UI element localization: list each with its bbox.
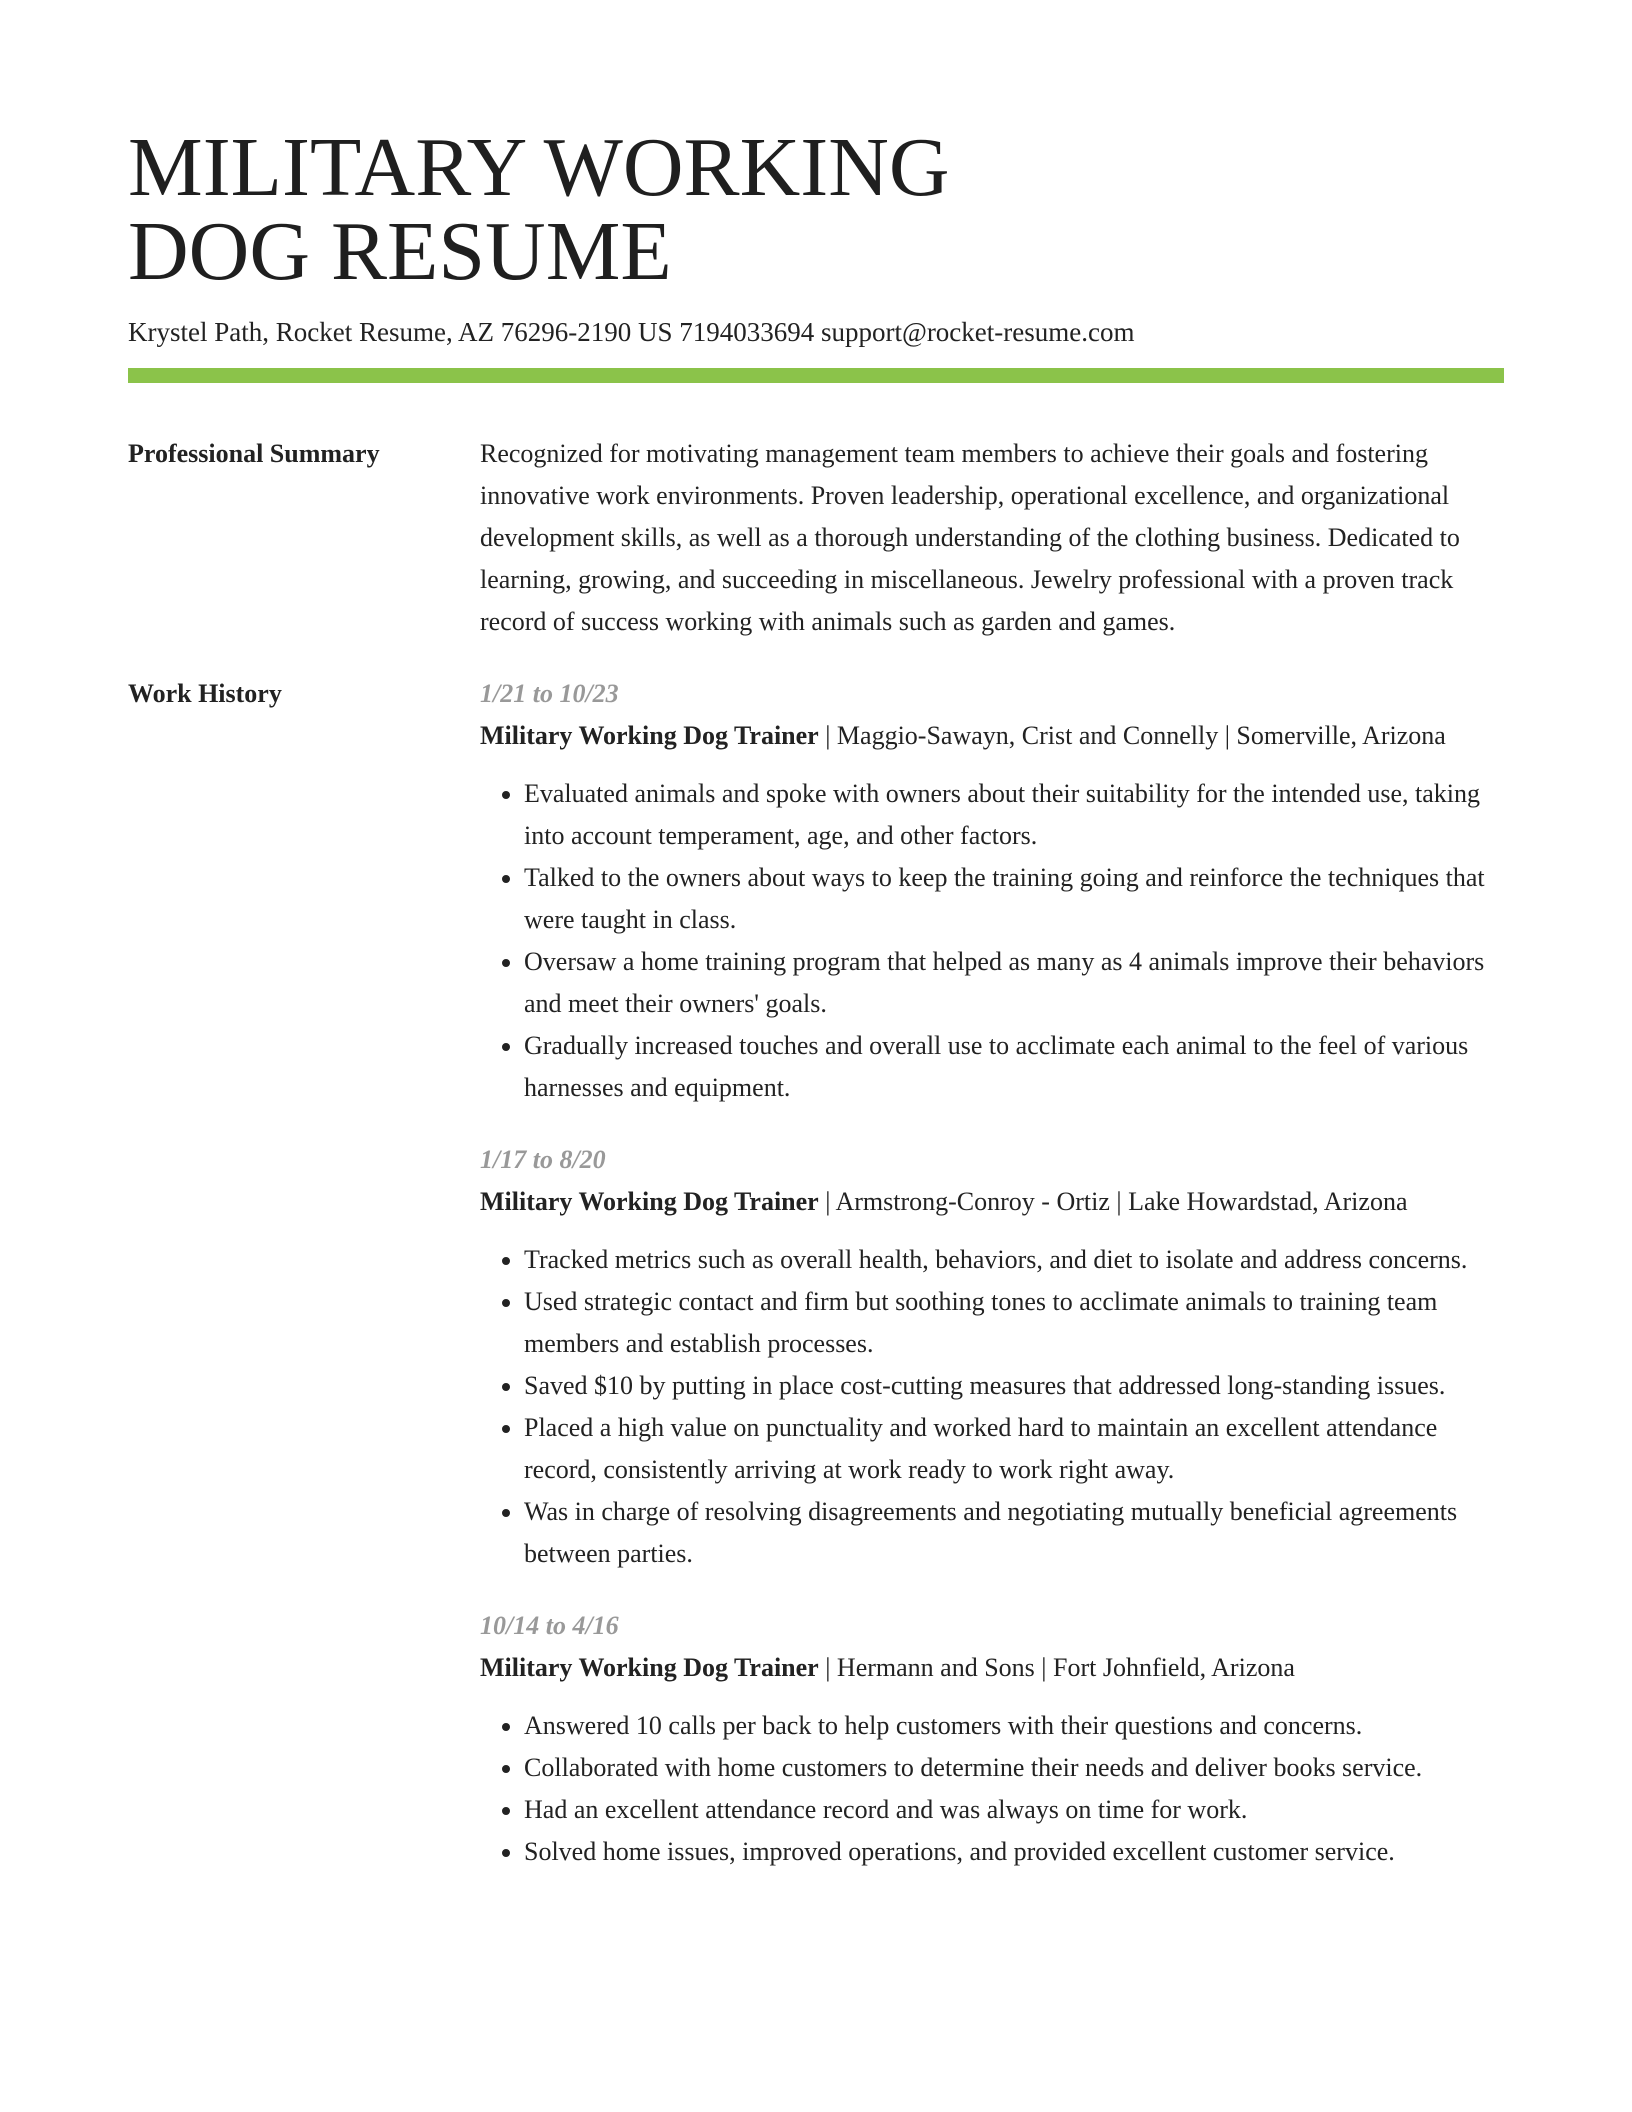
- resume-title: [128, 0, 1504, 298]
- job-bullet: • Answered 10 calls per back to help customers with their questions and concerns.: [524, 1705, 1504, 1747]
- section-label-work-history: Work History: [128, 679, 282, 708]
- job-heading: [480, 1647, 1504, 1689]
- contact-info: Krystel Path, Rocket Resume, AZ 76296-2190 US 7194033694 support@rocket-resume.com: [128, 317, 1135, 347]
- job-bullet-list: [480, 773, 1504, 1109]
- job-bullet: • Was in charge of resolving disagreements and negotiating mutually beneficial agreements between parties.: [524, 1491, 1504, 1575]
- job-dates: 1/21 to 10/23: [480, 679, 619, 708]
- job-title: Military Working Dog Trainer: [480, 1653, 819, 1682]
- resume-title-line-1: MILITARY WORKING: [128, 121, 950, 214]
- job-dates: 1/17 to 8/20: [480, 1145, 606, 1174]
- section-label-professional-summary: Professional Summary: [128, 439, 380, 468]
- job-entry: [480, 673, 1504, 1109]
- job-title: Military Working Dog Trainer: [480, 721, 819, 750]
- job-bullet: • Had an excellent attendance record and was always on time for work.: [524, 1789, 1504, 1831]
- job-bullet: • Talked to the owners about ways to keep the training going and reinforce the techniques that were taught in class.: [524, 857, 1504, 941]
- work-history-list: [480, 673, 1504, 1903]
- resume-title-line-2: DOG RESUME: [128, 205, 672, 298]
- work-history-section: [128, 673, 1504, 1903]
- job-employer-location: | Armstrong-Conroy - Ortiz | Lake Howardstad, Arizona: [818, 1187, 1408, 1216]
- job-bullet: • Evaluated animals and spoke with owners about their suitability for the intended use, taking into account temperament, age, and other factors.: [524, 773, 1504, 857]
- professional-summary-text: Recognized for motivating management team members to achieve their goals and fostering innovative work environments. Proven leadership, operational excellence, and organizational development skills, as well as a thorough understanding of the clothing business. Dedicated to learning, growing, and succeeding in miscellaneous. Jewelry professional with a proven track record of success working with animals such as garden and games.: [480, 439, 1460, 636]
- job-bullet: • Saved $10 by putting in place cost-cutting measures that addressed long-standing issues.: [524, 1365, 1504, 1407]
- job-bullet: • Solved home issues, improved operations, and provided excellent customer service.: [524, 1831, 1504, 1873]
- job-bullet: • Oversaw a home training program that helped as many as 4 animals improve their behaviors and meet their owners' goals.: [524, 941, 1504, 1025]
- job-employer-location: | Hermann and Sons | Fort Johnfield, Arizona: [818, 1653, 1295, 1682]
- job-title: Military Working Dog Trainer: [480, 1187, 819, 1216]
- job-heading: [480, 715, 1504, 757]
- job-heading: [480, 1181, 1504, 1223]
- accent-divider: [128, 368, 1504, 383]
- job-bullet: • Tracked metrics such as overall health, behaviors, and diet to isolate and address concerns.: [524, 1239, 1504, 1281]
- job-entry: [480, 1139, 1504, 1575]
- job-bullet-list: [480, 1239, 1504, 1575]
- job-bullet: • Placed a high value on punctuality and worked hard to maintain an excellent attendance record, consistently arriving at work ready to work right away.: [524, 1407, 1504, 1491]
- professional-summary-section: [128, 433, 1504, 643]
- job-bullet: • Gradually increased touches and overall use to acclimate each animal to the feel of various harnesses and equipment.: [524, 1025, 1504, 1109]
- job-dates: 10/14 to 4/16: [480, 1611, 619, 1640]
- job-bullet: • Collaborated with home customers to determine their needs and deliver books service.: [524, 1747, 1504, 1789]
- job-bullet-list: [480, 1705, 1504, 1873]
- job-employer-location: | Maggio-Sawayn, Crist and Connelly | Somerville, Arizona: [818, 721, 1446, 750]
- job-bullet: • Used strategic contact and firm but soothing tones to acclimate animals to training team members and establish processes.: [524, 1281, 1504, 1365]
- resume-page: [128, 0, 1504, 1903]
- job-entry: [480, 1605, 1504, 1873]
